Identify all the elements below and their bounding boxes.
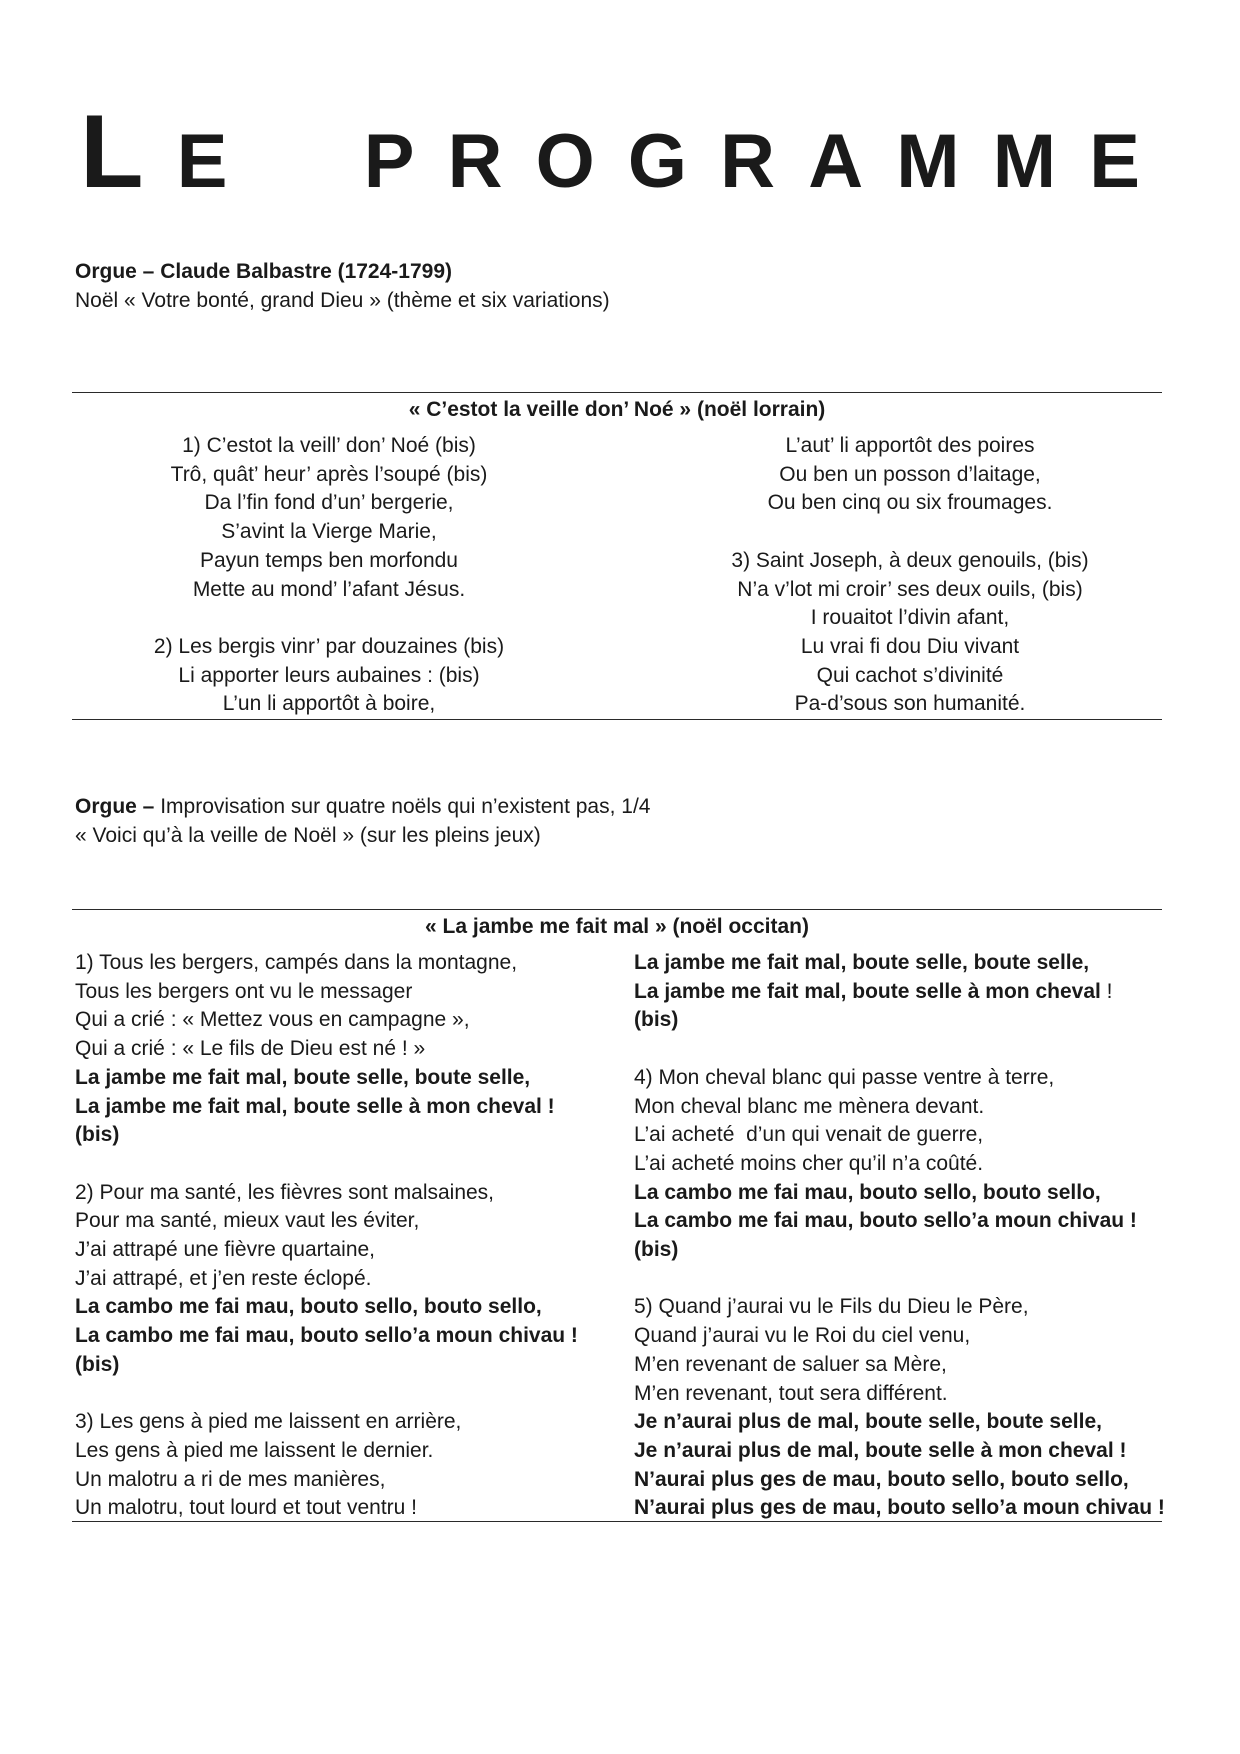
item-heading	[75, 793, 650, 822]
line-text: L’un li apportôt à boire,	[222, 692, 436, 716]
item-heading-rest: Improvisation sur quatre noëls qui n’existent pas, 1/4	[154, 795, 651, 818]
line-text: L’ai acheté d’un qui venait de guerre,	[634, 1123, 984, 1147]
verse-line	[660, 633, 1160, 662]
line-text: La jambe me fait mal, boute selle, boute selle,	[634, 951, 1090, 974]
line-text: Quand j’aurai vu le Roi du ciel venu,	[634, 1324, 971, 1348]
verse-line	[74, 633, 584, 662]
verse-line	[75, 1408, 615, 1437]
line-text: Ou ben cinq ou six froumages.	[767, 491, 1053, 515]
stanza-gap	[634, 1265, 1162, 1294]
line-text: 4) Mon cheval blanc qui passe ventre à terre,	[634, 1065, 1055, 1089]
song-occitan-right-column	[634, 949, 1165, 1523]
stanza-gap	[75, 1380, 615, 1409]
item-heading: Orgue – Claude Balbastre (1724-1799)	[75, 260, 452, 283]
verse-line	[634, 1293, 1162, 1322]
refrain-line	[75, 1322, 615, 1351]
refrain-line	[75, 1351, 615, 1380]
refrain-line	[75, 1121, 615, 1150]
line-text: M’en revenant, tout sera différent.	[634, 1381, 948, 1405]
line-text: Mon cheval blanc me mènera devant.	[634, 1094, 985, 1118]
line-text: Payun temps ben morfondu	[200, 548, 458, 572]
verse-line	[75, 1494, 615, 1523]
program-item-balbastre	[75, 258, 610, 315]
verse-line	[74, 432, 584, 461]
verse-line	[660, 576, 1160, 605]
title-letter: E	[176, 119, 228, 204]
refrain-line	[634, 1408, 1162, 1437]
item-subtitle: Noël « Votre bonté, grand Dieu » (thème et six variations)	[75, 288, 610, 312]
line-text: 3) Saint Joseph, à deux genouils, (bis)	[731, 548, 1089, 572]
song-lorrain-right-column	[660, 432, 1160, 719]
line-text: La jambe me fait mal, boute selle à mon cheval !	[75, 1094, 555, 1118]
title-letter: P	[363, 119, 415, 204]
line-text: (bis)	[634, 1008, 679, 1032]
line-text: Les gens à pied me laissent le dernier.	[75, 1438, 434, 1462]
line-text: 2) Pour ma santé, les fièvres sont malsaines,	[75, 1180, 495, 1204]
stanza-gap	[74, 604, 584, 633]
refrain-line	[634, 949, 1162, 978]
song-lorrain-left-column	[74, 432, 584, 719]
verse-line	[75, 1466, 615, 1495]
line-text: 1) Tous les bergers, campés dans la montagne,	[75, 951, 518, 974]
verse-line	[75, 1207, 615, 1236]
line-text: La cambo me fai mau, bouto sello’a moun chivau !	[634, 1209, 1137, 1233]
program-item-improvisation	[75, 793, 650, 850]
line-text: N’aurai plus ges de mau, bouto sello’a moun chivau !	[634, 1496, 1165, 1520]
verse-line	[660, 489, 1160, 518]
refrain-line	[75, 1093, 615, 1122]
title-letter: G	[627, 119, 688, 204]
title-letter: R	[447, 119, 503, 204]
verse-line	[75, 978, 615, 1007]
line-text: Pa-d’sous son humanité.	[794, 692, 1026, 716]
verse-line	[660, 461, 1160, 490]
verse-line	[74, 461, 584, 490]
line-text: La cambo me fai mau, bouto sello, bouto sello,	[634, 1180, 1101, 1204]
line-text: La jambe me fait mal, boute selle à mon cheval	[634, 979, 1101, 1003]
line-text: Trô, quât’ heur’ après l’soupé (bis)	[170, 462, 488, 486]
song-title-occitan: « La jambe me fait mal » (noël occitan)	[425, 915, 809, 938]
line-text: Da l’fin fond d’un’ bergerie,	[204, 491, 454, 515]
verse-line	[660, 432, 1160, 461]
verse-line	[75, 1006, 615, 1035]
line-text: Tous les bergers ont vu le messager	[75, 979, 413, 1003]
verse-line	[634, 1121, 1162, 1150]
item-heading-bold: Orgue –	[75, 795, 155, 818]
verse-line	[660, 690, 1160, 719]
verse-line	[74, 547, 584, 576]
refrain-line	[75, 1064, 615, 1093]
verse-line	[74, 489, 584, 518]
line-text: Qui cachot s’divinité	[816, 663, 1004, 687]
title-letter: M	[896, 119, 960, 204]
section-rule-bottom	[72, 719, 1162, 720]
verse-line	[660, 662, 1160, 691]
line-text: 1) C’estot la veill’ don’ Noé (bis)	[182, 434, 476, 457]
refrain-line	[634, 1006, 1162, 1035]
line-text: M’en revenant de saluer sa Mère,	[634, 1352, 947, 1376]
section-rule-top	[72, 392, 1162, 393]
line-text: La cambo me fai mau, bouto sello’a moun chivau !	[75, 1324, 578, 1348]
verse-line	[75, 1265, 615, 1294]
line-text: Mette au mond’ l’afant Jésus.	[192, 577, 466, 601]
line-text: S’avint la Vierge Marie,	[221, 520, 437, 544]
refrain-line	[634, 1466, 1162, 1495]
verse-line	[634, 1380, 1162, 1409]
verse-line	[74, 662, 584, 691]
refrain-line	[634, 978, 1162, 1007]
line-text: La cambo me fai mau, bouto sello, bouto sello,	[75, 1295, 542, 1319]
line-text: N’aurai plus ges de mau, bouto sello, bouto sello,	[634, 1467, 1129, 1491]
line-text: Li apporter leurs aubaines : (bis)	[178, 663, 480, 687]
line-text: Lu vrai fi dou Diu vivant	[800, 634, 1020, 658]
title-letter: R	[720, 119, 776, 204]
verse-line	[660, 604, 1160, 633]
stanza-gap	[634, 1035, 1162, 1064]
line-text: 2) Les bergis vinr’ par douzaines (bis)	[153, 634, 505, 658]
verse-line	[75, 1179, 615, 1208]
refrain-line	[75, 1293, 615, 1322]
verse-line	[75, 1437, 615, 1466]
line-text: J’ai attrapé, et j’en reste éclopé.	[75, 1266, 372, 1290]
line-text: N’a v’lot mi croir’ ses deux ouils, (bis)	[737, 577, 1083, 601]
verse-line	[660, 547, 1160, 576]
line-text: L’ai acheté moins cher qu’il n’a coûté.	[634, 1151, 984, 1175]
refrain-line	[634, 1437, 1162, 1466]
verse-line	[634, 1351, 1162, 1380]
verse-line	[74, 690, 584, 719]
line-text: (bis)	[75, 1352, 120, 1376]
line-text: Un malotru a ri de mes manières,	[75, 1467, 386, 1491]
title-letter: L	[80, 94, 144, 210]
title-letter: M	[992, 119, 1057, 204]
line-text: Je n’aurai plus de mal, boute selle à mon cheval !	[634, 1438, 1127, 1462]
refrain-line	[634, 1207, 1162, 1236]
line-text: Qui a crié : « Le fils de Dieu est né ! »	[75, 1037, 426, 1061]
line-text: (bis)	[634, 1238, 679, 1262]
stanza-gap	[75, 1150, 615, 1179]
line-text: 3) Les gens à pied me laissent en arrière,	[75, 1410, 462, 1434]
song-occitan-left-column	[75, 949, 615, 1523]
title-letter: A	[808, 119, 864, 204]
line-text: Pour ma santé, mieux vaut les éviter,	[75, 1209, 420, 1233]
section-rule-bottom	[72, 1521, 1162, 1522]
line-text: 5) Quand j’aurai vu le Fils du Dieu le Père,	[634, 1295, 1029, 1319]
verse-line	[75, 1236, 615, 1265]
line-tail: !	[1100, 979, 1113, 1003]
line-text: J’ai attrapé une fièvre quartaine,	[75, 1238, 376, 1262]
line-text: Je n’aurai plus de mal, boute selle, boute selle,	[634, 1410, 1102, 1434]
stanza-gap	[660, 518, 1160, 547]
line-text: L’aut’ li apportôt des poires	[785, 434, 1035, 457]
title-letter: E	[1089, 119, 1140, 204]
verse-line	[74, 518, 584, 547]
line-text: I rouaitot l’divin afant,	[810, 606, 1010, 630]
verse-line	[634, 1093, 1162, 1122]
section-rule-top	[72, 909, 1162, 910]
line-text: (bis)	[75, 1123, 120, 1147]
verse-line	[75, 1035, 615, 1064]
song-title-lorrain: « C’estot la veille don’ Noé » (noël lorrain)	[408, 398, 826, 421]
title-letter: O	[535, 119, 595, 204]
line-text: Qui a crié : « Mettez vous en campagne »,	[75, 1008, 470, 1032]
line-text: Un malotru, tout lourd et tout ventru !	[75, 1496, 418, 1520]
refrain-line	[634, 1494, 1165, 1523]
line-text: La jambe me fait mal, boute selle, boute selle,	[75, 1065, 531, 1089]
verse-line	[634, 1150, 1162, 1179]
verse-line	[634, 1064, 1162, 1093]
item-subtitle: « Voici qu’à la veille de Noël » (sur les pleins jeux)	[75, 823, 541, 847]
verse-line	[75, 949, 615, 978]
refrain-line	[634, 1236, 1162, 1265]
line-text: Ou ben un posson d’laitage,	[779, 462, 1041, 486]
verse-line	[634, 1322, 1162, 1351]
page-title	[80, 94, 1140, 210]
verse-line	[74, 576, 584, 605]
refrain-line	[634, 1179, 1162, 1208]
